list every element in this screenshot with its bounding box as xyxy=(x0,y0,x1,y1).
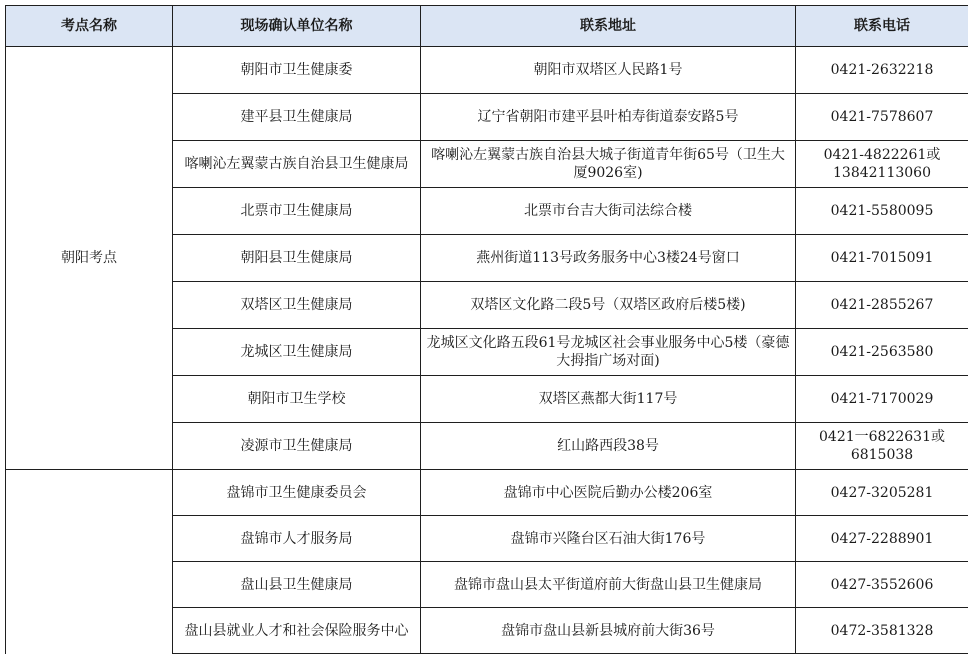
phone-cell: 0421-7170029 xyxy=(796,376,968,423)
phone-cell: 0421-7015091 xyxy=(796,235,968,282)
phone-cell: 0421-7578607 xyxy=(796,94,968,141)
phone-cell: 0421-2855267 xyxy=(796,282,968,329)
unit-cell: 盘锦市人才服务局 xyxy=(173,516,421,562)
address-cell: 朝阳市双塔区人民路1号 xyxy=(421,47,796,94)
phone-cell: 0421-5580095 xyxy=(796,188,968,235)
address-cell: 双塔区燕都大街117号 xyxy=(421,376,796,423)
table-row xyxy=(6,47,968,94)
address-cell: 辽宁省朝阳市建平县叶柏寿街道泰安路5号 xyxy=(421,94,796,141)
address-cell: 盘锦市盘山县太平街道府前大街盘山县卫生健康局 xyxy=(421,562,796,608)
address-cell: 盘锦市中心医院后勤办公楼206室 xyxy=(421,470,796,516)
unit-cell: 朝阳县卫生健康局 xyxy=(173,235,421,282)
phone-cell: 0421-2563580 xyxy=(796,329,968,376)
unit-cell: 凌源市卫生健康局 xyxy=(173,423,421,470)
phone-cell: 0427-3205281 xyxy=(796,470,968,516)
unit-cell: 朝阳市卫生健康委 xyxy=(173,47,421,94)
address-cell: 燕州街道113号政务服务中心3楼24号窗口 xyxy=(421,235,796,282)
contact-table xyxy=(5,5,968,654)
unit-cell: 朝阳市卫生学校 xyxy=(173,376,421,423)
header-site: 考点名称 xyxy=(6,6,173,47)
phone-cell: 0472-3581328 xyxy=(796,608,968,654)
address-cell: 盘锦市兴隆台区石油大街176号 xyxy=(421,516,796,562)
site-name: 朝阳考点 xyxy=(6,47,173,470)
unit-cell: 盘山县就业人才和社会保险服务中心 xyxy=(173,608,421,654)
phone-cell: 0421-2632218 xyxy=(796,47,968,94)
unit-cell: 盘山县卫生健康局 xyxy=(173,562,421,608)
table-row xyxy=(6,470,968,516)
phone-cell: 0421-4822261或13842113060 xyxy=(796,141,968,188)
phone-cell: 0427-2288901 xyxy=(796,516,968,562)
address-cell: 北票市台吉大街司法综合楼 xyxy=(421,188,796,235)
header-row xyxy=(6,6,968,47)
unit-cell: 喀喇沁左翼蒙古族自治县卫生健康局 xyxy=(173,141,421,188)
site-name-empty xyxy=(6,470,173,654)
unit-cell: 龙城区卫生健康局 xyxy=(173,329,421,376)
address-cell: 盘锦市盘山县新县城府前大街36号 xyxy=(421,608,796,654)
unit-cell: 建平县卫生健康局 xyxy=(173,94,421,141)
unit-cell: 双塔区卫生健康局 xyxy=(173,282,421,329)
phone-cell: 0427-3552606 xyxy=(796,562,968,608)
header-address: 联系地址 xyxy=(421,6,796,47)
header-phone: 联系电话 xyxy=(796,6,968,47)
address-cell: 双塔区文化路二段5号（双塔区政府后楼5楼) xyxy=(421,282,796,329)
address-cell: 红山路西段38号 xyxy=(421,423,796,470)
header-unit: 现场确认单位名称 xyxy=(173,6,421,47)
phone-cell: 0421一6822631或6815038 xyxy=(796,423,968,470)
address-cell: 龙城区文化路五段61号龙城区社会事业服务中心5楼（豪德大拇指广场对面) xyxy=(421,329,796,376)
unit-cell: 盘锦市卫生健康委员会 xyxy=(173,470,421,516)
address-cell: 喀喇沁左翼蒙古族自治县大城子街道青年街65号（卫生大厦9026室) xyxy=(421,141,796,188)
unit-cell: 北票市卫生健康局 xyxy=(173,188,421,235)
